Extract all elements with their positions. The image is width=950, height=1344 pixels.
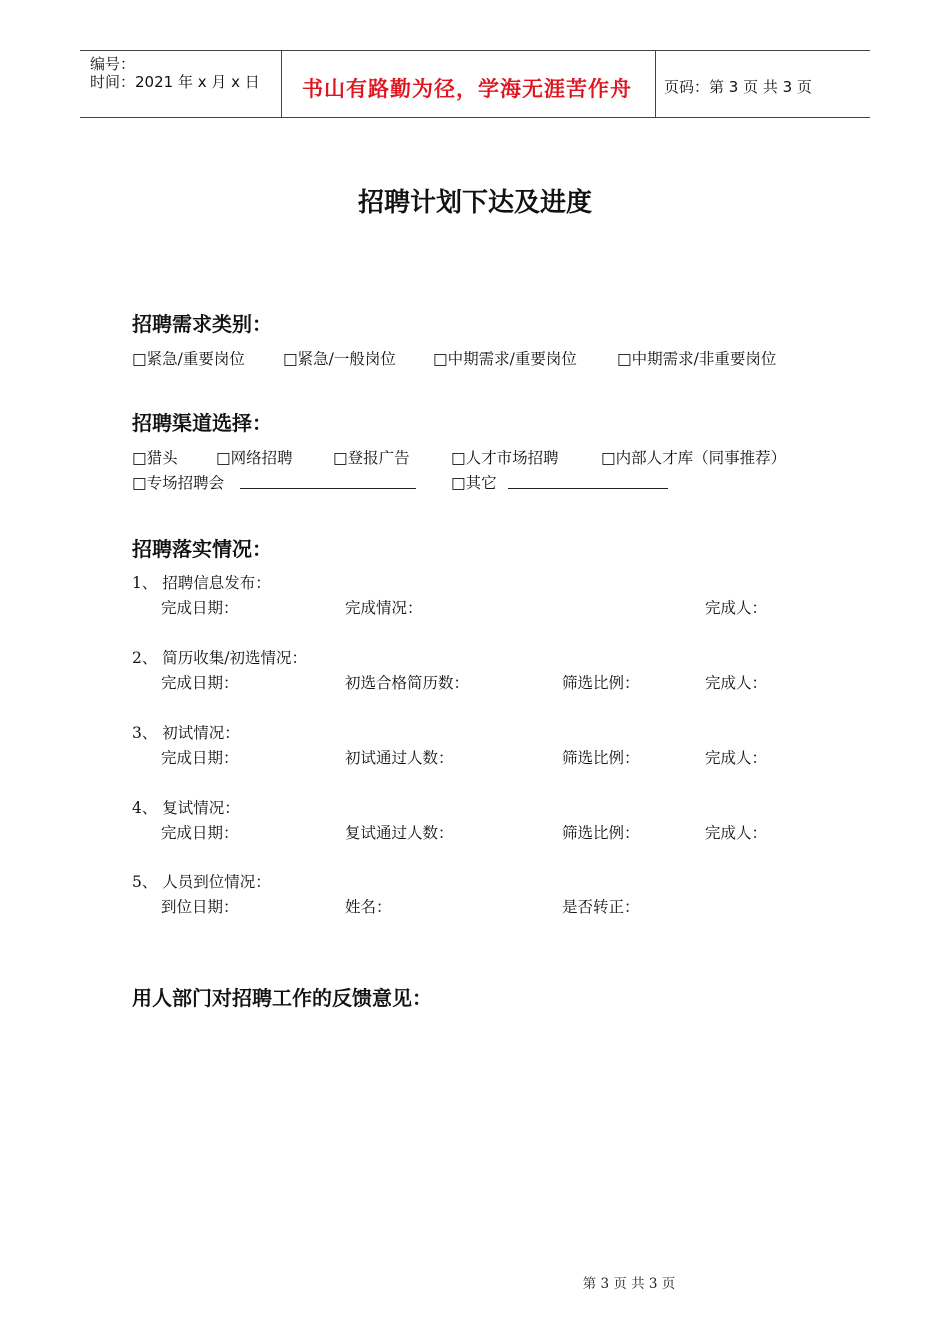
- progress-heading: 招聘落实情况：: [132, 537, 272, 561]
- progress-item-title: 1、 招聘信息发布：: [132, 574, 271, 592]
- progress-field: 复试通过人数：: [345, 824, 454, 842]
- channel-option-headhunter[interactable]: □猎头: [132, 449, 178, 467]
- progress-field: 完成人：: [705, 599, 768, 617]
- progress-item-title: 3、 初试情况：: [132, 724, 240, 742]
- progress-field: 到位日期：: [161, 898, 239, 916]
- header-divider-right: [655, 50, 656, 117]
- progress-field: 初试通过人数：: [345, 749, 454, 767]
- channel-option-talent-market[interactable]: □人才市场招聘: [451, 449, 559, 467]
- document-number-label: 编号：: [90, 55, 136, 73]
- channel-option-other[interactable]: □其它: [451, 474, 497, 492]
- channel-option-job-fair[interactable]: □专场招聘会: [132, 474, 225, 492]
- channel-heading: 招聘渠道选择：: [132, 411, 272, 435]
- other-blank-line[interactable]: [508, 473, 668, 489]
- progress-field: 完成人：: [705, 674, 768, 692]
- channel-option-online[interactable]: □网络招聘: [216, 449, 293, 467]
- demand-heading: 招聘需求类别：: [132, 312, 272, 336]
- demand-option-midterm-important[interactable]: □中期需求/重要岗位: [433, 350, 577, 368]
- progress-item-title: 4、 复试情况：: [132, 799, 240, 817]
- demand-option-midterm-nonimportant[interactable]: □中期需求/非重要岗位: [617, 350, 777, 368]
- progress-field: 筛选比例：: [562, 749, 640, 767]
- header-page-info: 页码：第 3 页 共 3 页: [664, 78, 812, 96]
- page-footer: 第 3 页 共 3 页: [582, 1276, 676, 1292]
- progress-field: 完成日期：: [161, 749, 239, 767]
- progress-field: 初选合格简历数：: [345, 674, 470, 692]
- progress-field: 完成日期：: [161, 599, 239, 617]
- header-motto: 书山有路勤为径，学海无涯苦作舟: [302, 77, 632, 101]
- progress-field: 筛选比例：: [562, 824, 640, 842]
- progress-field: 完成日期：: [161, 824, 239, 842]
- page-title: 招聘计划下达及进度: [357, 188, 592, 218]
- progress-field: 完成情况：: [345, 599, 423, 617]
- header-top-border: [80, 50, 870, 51]
- header-bottom-border: [80, 117, 870, 118]
- progress-item-title: 2、 简历收集/初选情况：: [132, 649, 308, 667]
- job-fair-blank-line[interactable]: [240, 473, 416, 489]
- progress-field: 完成日期：: [161, 674, 239, 692]
- demand-option-urgent-important[interactable]: □紧急/重要岗位: [132, 350, 245, 368]
- channel-option-newspaper[interactable]: □登报广告: [333, 449, 410, 467]
- feedback-heading: 用人部门对招聘工作的反馈意见：: [132, 986, 432, 1010]
- progress-field: 完成人：: [705, 749, 768, 767]
- progress-field: 完成人：: [705, 824, 768, 842]
- document-time-label: 时间：2021 年 x 月 x 日: [90, 73, 260, 91]
- progress-field: 筛选比例：: [562, 674, 640, 692]
- progress-field: 姓名：: [345, 898, 392, 916]
- header-divider-left: [281, 50, 282, 117]
- demand-option-urgent-general[interactable]: □紧急/一般岗位: [283, 350, 396, 368]
- channel-option-internal[interactable]: □内部人才库（同事推荐）: [601, 449, 787, 467]
- progress-item-title: 5、 人员到位情况：: [132, 873, 271, 891]
- progress-field: 是否转正：: [562, 898, 640, 916]
